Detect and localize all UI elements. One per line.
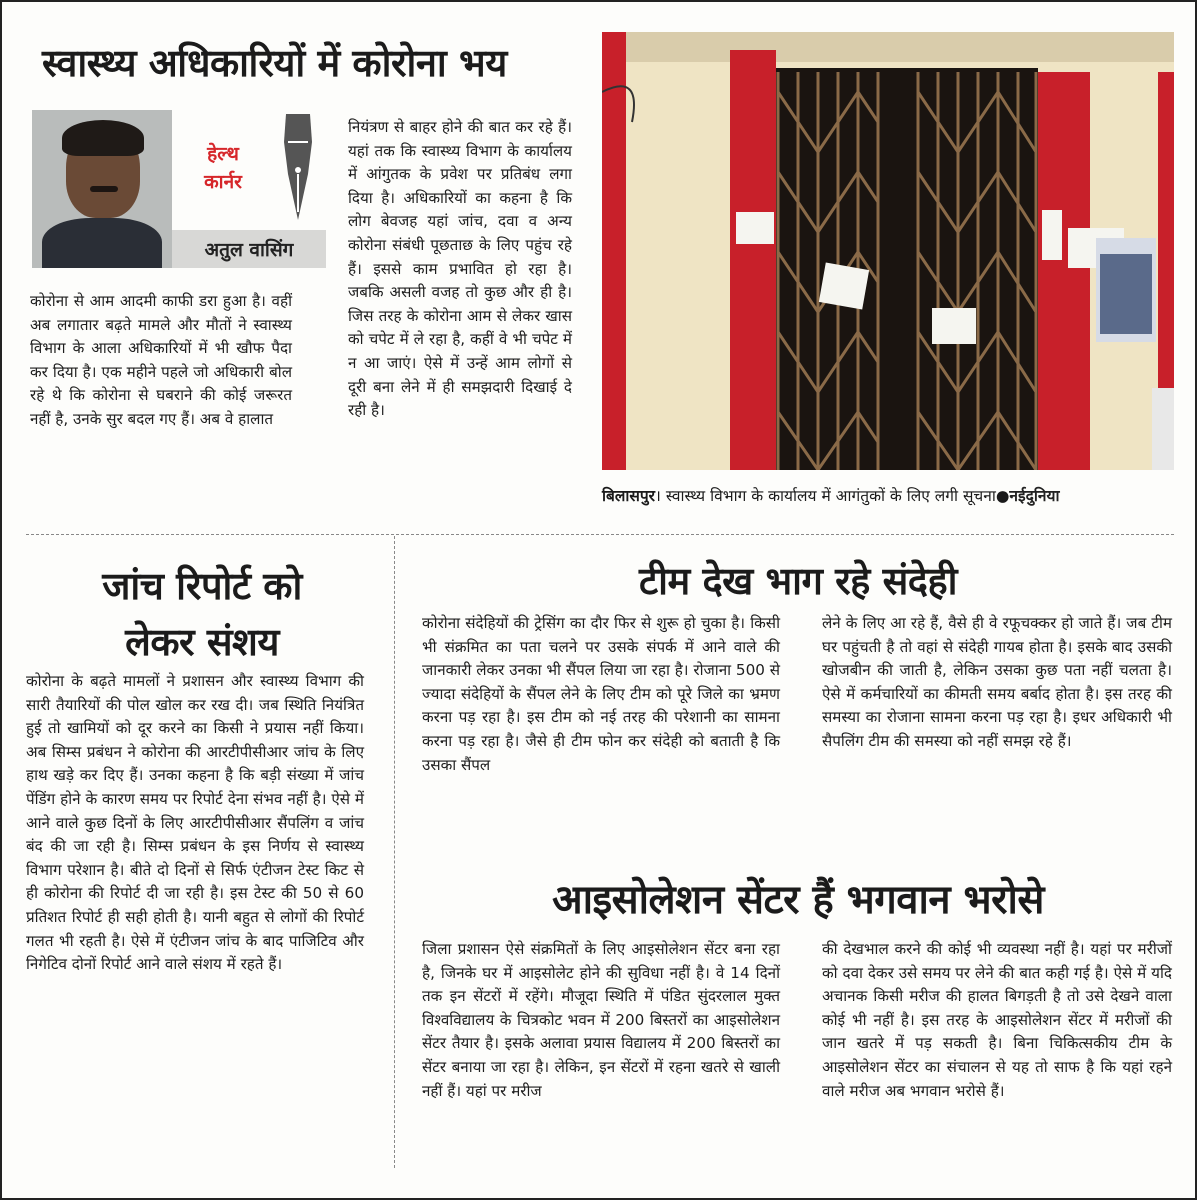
- caption-text: । स्वास्थ्य विभाग के कार्यालय में आगंतुकों के लिए लगी सूचना: [655, 487, 996, 505]
- isolation-col2: [822, 938, 1172, 1103]
- report-body: [26, 670, 364, 977]
- team-col1-text: कोरोना संदेहियों की ट्रेसिंग का दौर फिर से शुरू हो चुका है। किसी भी संक्रमित का पता चलने पर उसके संपर्क में आने वाले की जानकारी लेकर उनका भी सैंपल लिया जा रहा है। रोजाना 500 से ज्यादा संदेहियों के सैंपल लेने के लिए टीम को पूरे जिले का भ्रमण करना पड़ रहा है। इस टीम को नई तरह की परेशानी का सामना करना पड़ रहा है। जैसे ही टीम फोन कर संदेही को बताती है कि उसका सैंपल: [422, 614, 780, 774]
- top-headline: स्वास्थ्य अधिकारियों में कोरोना भय: [42, 41, 507, 85]
- author-photo: [32, 110, 172, 268]
- caption-place: बिलासपुर: [602, 487, 656, 505]
- top-story-col2: [348, 116, 572, 423]
- report-headline-line2: लेकर संशय: [125, 620, 279, 664]
- author-box: [26, 102, 326, 268]
- column-tag-line2: कार्नर: [204, 171, 242, 193]
- author-bar: [172, 230, 326, 268]
- fountain-pen-icon: [276, 112, 320, 222]
- top-story-col1: [30, 290, 292, 432]
- team-col2-text: लेने के लिए आ रहे हैं, वैसे ही वे रफूचक्कर हो जाते हैं। जब टीम घर पहुंचती है तो वहां से संदेही गायब होता है। इसके बाद उसकी खोजबीन की जाती है, लेकिन उसका कुछ पता नहीं चलता है। ऐसे में कर्मचारियों का कीमती समय बर्बाद होता है। इस तरह की समस्या का रोजाना सामना करना पड़ रहा है। इधर अधिकारी भी सैपलिंग टीम की समस्या को नहीं समझ रहे हैं।: [822, 614, 1172, 750]
- horizontal-divider: [26, 534, 1174, 535]
- caption-bullet: ●: [995, 487, 1010, 505]
- team-col1: [422, 612, 780, 777]
- isolation-col1: [422, 938, 780, 1103]
- isolation-headline: आइसोलेशन सेंटर हैं भगवान भरोसे: [552, 877, 1044, 923]
- office-gate-photo: [602, 32, 1174, 470]
- team-col2: [822, 612, 1172, 754]
- report-headline: [26, 558, 378, 670]
- photo-caption: [602, 484, 1174, 506]
- top-story-col1-text: कोरोना से आम आदमी काफी डरा हुआ है। वहीं अब लगातार बढ़ते मामले और मौतों ने स्वास्थ्य विभाग के आला अधिकारियों में भी खौफ पैदा कर दिया है। एक महीने पहले जो अधिकारी बोल रहे थे कि कोरोना से घबराने की कोई जरूरत नहीं है, उनके सुर बदल गए हैं। अब वे हालात: [30, 292, 292, 428]
- isolation-col1-text: जिला प्रशासन ऐसे संक्रमितों के लिए आइसोलेशन सेंटर बना रहा है, जिनके घर में आइसोलेट होने की सुविधा नहीं है। वे 14 दिनों तक इन सेंटरों में रहेंगे। मौजूदा स्थिति में पंडित सुंदरलाल मुक्त विश्वविद्यालय के चित्रकोट भवन में 200 बिस्तरों का आइसोलेशन सेंटर तैयार है। इसके अलावा प्रयास विद्यालय में 200 बिस्तरों का सेंटर बनाया जा रहा है। लेकिन, इन सेंटरों में रहना खतरे से खाली नहीं हैं। यहां पर मरीज: [422, 940, 780, 1100]
- isolation-col2-text: की देखभाल करने की कोई भी व्यवस्था नहीं है। यहां पर मरीजों को दवा देकर उसे समय पर लेने की बात कही गई है। ऐसे में यदि अचानक किसी मरीज की हालत बिगड़ती है तो उसे देखने वाला कोई भी नहीं है। इस तरह के आइसोलेशन सेंटर में मरीजों की जान खतरे में पड़ सकती है। बिना चिकित्सकीय टीम के आइसोलेशन सेंटर का संचालन से यह तो साफ है कि यहां रहने वाले मरीज अब भगवान भरोसे हैं।: [822, 940, 1172, 1100]
- author-name: अतुल वासिंग: [204, 239, 294, 261]
- column-tag-line1: हेल्थ: [207, 143, 239, 165]
- top-story-col2-text: नियंत्रण से बाहर होने की बात कर रहे हैं। यहां तक कि स्वास्थ्य विभाग के कार्यालय में आंगुतक के प्रवेश पर प्रतिबंध लगा दिया है। अधिकारियों का कहना है कि लोग बेवजह यहां जांच, दवा व अन्य कोरोना संबंधी पूछताछ के लिए पहुंच रहे हैं। इससे काम प्रभावित हो रहा है। जबकि असली वजह तो कुछ और ही है। जिस तरह के कोरोना आम से लेकर खास को चपेट में ले रहा है, कहीं वे भी चपेट में न आ जाएं। ऐसे में उन्हें आम लोगों से दूरी बना लेने में ही समझदारी दिखाई दे रही है।: [348, 118, 572, 420]
- caption-credit: नईदुनिया: [1009, 487, 1060, 505]
- column-tag: [172, 110, 322, 228]
- report-headline-line1: जांच रिपोर्ट को: [102, 564, 302, 608]
- team-headline: टीम देख भाग रहे संदेही: [639, 559, 957, 603]
- report-body-text: कोरोना के बढ़ते मामलों ने प्रशासन और स्वास्थ्य विभाग की सारी तैयारियों की पोल खोल कर रख दी। जब स्थिति नियंत्रित हुई तो खामियों को दूर करने का किसी ने प्रयास नहीं किया। अब सिम्स प्रबंधन ने कोरोना की आरटीपीसीआर जांच के लिए हाथ खड़े कर दिए हैं। उनका कहना है कि बड़ी संख्या में जांच पेंडिंग होने के कारण समय पर रिपोर्ट देना संभव नहीं है। ऐसे में आने वाले कुछ दिनों के लिए आरटीपीसीआर सैंपलिंग व जांच बंद की जा रही है। सिम्स प्रबंधन के इस निर्णय से स्वास्थ्य विभाग परेशान है। बीते दो दिनों से सिर्फ एंटीजन टेस्ट किट से ही कोरोना की रिपोर्ट दी जा रही है। इस टेस्ट की 50 से 60 प्रतिशत रिपोर्ट ही सही होती है। यानी बहुत से लोगों की रिपोर्ट गलत भी रहती है। ऐसे में एंटीजन जांच के बाद पाजिटिव और निगेटिव दोनों रिपोर्ट आने वाले संशय में रहते हैं।: [26, 672, 364, 974]
- vertical-divider: [394, 536, 395, 1168]
